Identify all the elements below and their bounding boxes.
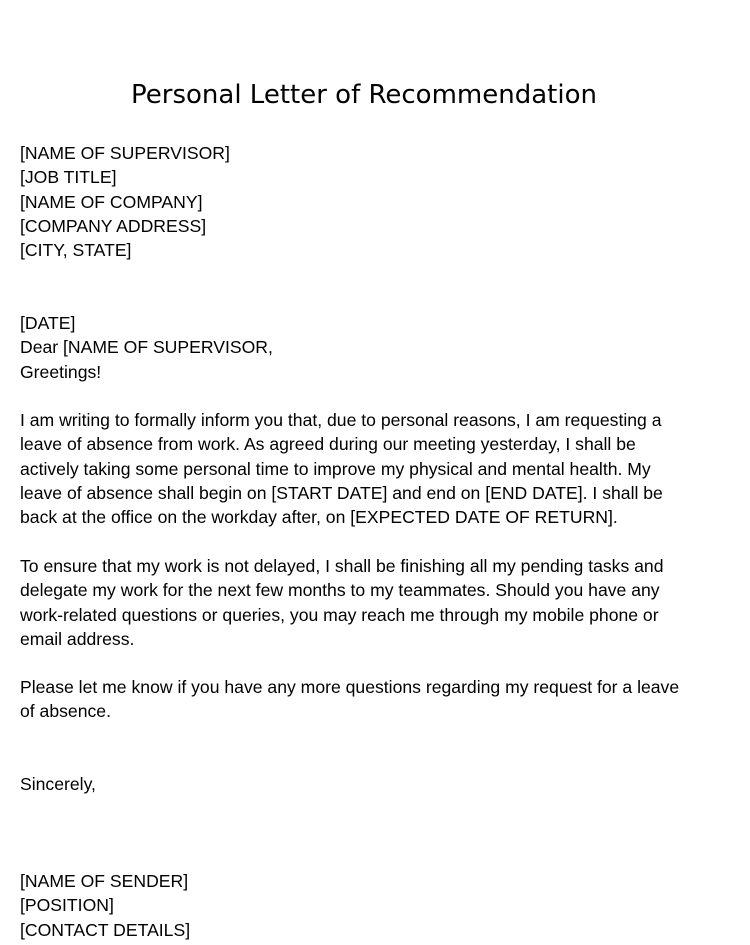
paragraph-line: Please let me know if you have any more questions regarding my request for a leave [20,677,680,697]
recipient-block [20,141,720,262]
paragraph-line: of absence. [20,701,111,722]
paragraph-line: delegate my work for the next few months to my teammates. Should you have any [20,580,660,601]
opening-block [20,311,720,384]
recipient-name: [NAME OF SUPERVISOR] [20,143,230,163]
paragraph-line: leave of absence from work. As agreed during our meeting yesterday, I shall be [20,434,636,455]
paragraph-line: back at the office on the workday after, on [EXPECTED DATE OF RETURN]. [20,507,618,528]
sender-block [20,869,720,942]
closing-block [20,772,720,796]
sender-name: [NAME OF SENDER] [20,871,189,891]
paragraph-line: To ensure that my work is not delayed, I shall be finishing all my pending tasks and [20,556,664,576]
body-paragraph-2 [20,554,720,651]
sender-contact: [CONTACT DETAILS] [20,919,191,940]
recipient-job-title: [JOB TITLE] [20,167,117,188]
sender-position: [POSITION] [20,895,114,916]
paragraph-line: leave of absence shall begin on [START DATE] and end on [END DATE]. I shall be [20,482,663,503]
paragraph-line: email address. [20,628,135,649]
letter-date: [DATE] [20,313,76,333]
document-title: Personal Letter of Recommendation [131,80,597,110]
closing: Sincerely, [20,774,96,794]
recipient-company: [NAME OF COMPANY] [20,191,203,212]
body-paragraph-1 [20,408,720,529]
paragraph-line: work-related questions or queries, you may reach me through my mobile phone or [20,604,659,625]
paragraph-line: I am writing to formally inform you that, due to personal reasons, I am requesting a [20,410,662,430]
recipient-address: [COMPANY ADDRESS] [20,215,207,236]
paragraph-line: actively taking some personal time to improve my physical and mental health. My [20,458,651,479]
body-paragraph-3 [20,675,720,724]
recipient-city-state: [CITY, STATE] [20,240,132,261]
greeting: Greetings! [20,361,102,382]
salutation: Dear [NAME OF SUPERVISOR, [20,337,273,358]
